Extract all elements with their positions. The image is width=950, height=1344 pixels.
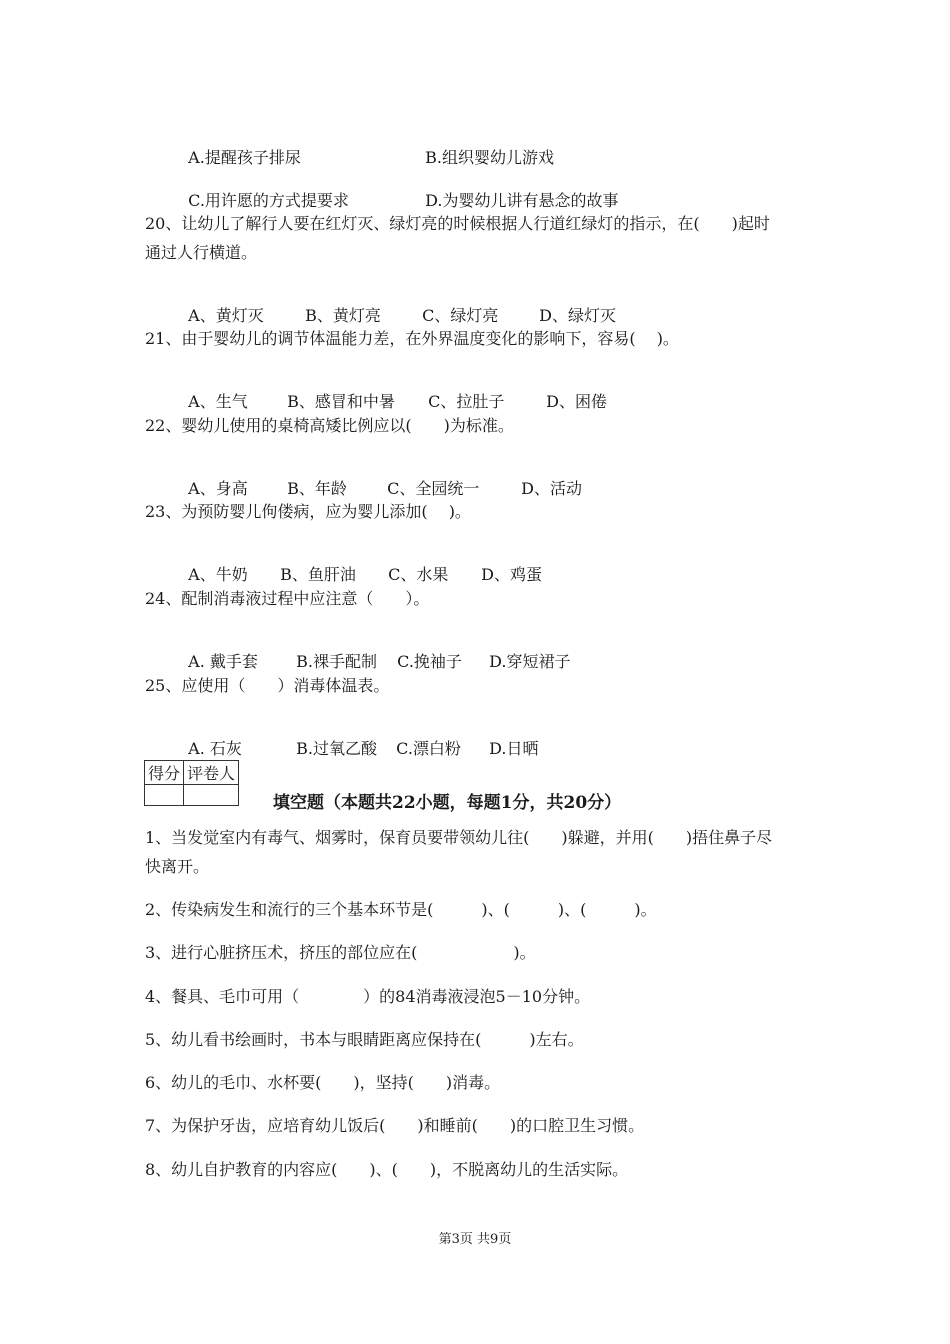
fill-question-6-text: 6、幼儿的毛巾、水杯要( )，坚持( )消毒。 bbox=[145, 1073, 501, 1092]
q25-option-c: C.漂白粉 bbox=[396, 739, 461, 758]
fill-question-2-text: 2、传染病发生和流行的三个基本环节是( )、( )、( )。 bbox=[145, 900, 657, 919]
q24-option-a: A. 戴手套 bbox=[188, 652, 258, 671]
page-footer: 第3页 共9页 bbox=[438, 1232, 512, 1247]
q23-option-d: D、鸡蛋 bbox=[481, 565, 543, 584]
q25-option-a: A. 石灰 bbox=[188, 739, 242, 758]
question-25-text: 25、应使用（ ）消毒体温表。 bbox=[145, 676, 390, 695]
q22-option-c: C、全园统一 bbox=[387, 479, 480, 498]
fill-question-1-text-cont: 快离开。 bbox=[145, 857, 210, 876]
question-25-options bbox=[178, 719, 539, 759]
question-21-options bbox=[178, 372, 607, 412]
q24-option-b: B.裸手配制 bbox=[296, 652, 378, 671]
q24-option-c: C.挽袖子 bbox=[397, 652, 462, 671]
q23-option-b: B、鱼肝油 bbox=[280, 565, 356, 584]
fill-question-1-text: 1、当发觉室内有毒气、烟雾时，保育员要带领幼儿往( )躲避，并用( )捂住鼻子尽 bbox=[145, 828, 773, 847]
q19-option-b: B.组织婴幼儿游戏 bbox=[425, 148, 555, 167]
q24-option-d: D.穿短裙子 bbox=[489, 652, 571, 671]
q23-option-a: A、牛奶 bbox=[188, 565, 248, 584]
question-22-options bbox=[178, 459, 582, 499]
question-24-options bbox=[178, 632, 571, 672]
fill-question-3-text: 3、进行心脏挤压术，挤压的部位应在( )。 bbox=[145, 943, 536, 962]
q19-options-row2 bbox=[178, 171, 619, 211]
q22-option-d: D、活动 bbox=[521, 479, 583, 498]
fill-question-8-text: 8、幼儿自护教育的内容应( )、( )，不脱离幼儿的生活实际。 bbox=[145, 1160, 629, 1179]
q20-option-c: C、绿灯亮 bbox=[422, 306, 499, 325]
question-23-text: 23、为预防婴儿佝偻病，应为婴儿添加( )。 bbox=[145, 502, 471, 521]
grader-cell bbox=[184, 785, 239, 806]
fill-question-7-text: 7、为保护牙齿，应培育幼儿饭后( )和睡前( )的口腔卫生习惯。 bbox=[145, 1116, 645, 1135]
q20-option-b: B、黄灯亮 bbox=[305, 306, 381, 325]
score-box bbox=[144, 760, 239, 806]
question-22-text: 22、婴幼儿使用的桌椅高矮比例应以( )为标准。 bbox=[145, 416, 514, 435]
q21-option-d: D、困倦 bbox=[546, 392, 608, 411]
q23-option-c: C、水果 bbox=[388, 565, 449, 584]
grader-label: 评卷人 bbox=[184, 761, 239, 785]
fill-question-5-text: 5、幼儿看书绘画时，书本与眼睛距离应保持在( )左右。 bbox=[145, 1030, 584, 1049]
q25-option-d: D.日晒 bbox=[489, 739, 539, 758]
question-20-text: 20、让幼儿了解行人要在红灯灭、绿灯亮的时候根据人行道红绿灯的指示，在( )起时 bbox=[145, 214, 770, 233]
fill-question-4-text: 4、餐具、毛巾可用（ ）的84消毒液浸泡5－10分钟。 bbox=[145, 987, 591, 1006]
q22-option-b: B、年龄 bbox=[287, 479, 347, 498]
q21-option-a: A、生气 bbox=[188, 392, 248, 411]
q20-option-a: A、黄灯灭 bbox=[188, 306, 264, 325]
q21-option-b: B、感冒和中暑 bbox=[287, 392, 395, 411]
question-24-text: 24、配制消毒液过程中应注意（ ）。 bbox=[145, 589, 430, 608]
q19-option-a: A.提醒孩子排尿 bbox=[188, 148, 301, 167]
question-21-text: 21、由于婴幼儿的调节体温能力差，在外界温度变化的影响下，容易( )。 bbox=[145, 329, 679, 348]
q19-option-d: D.为婴幼儿讲有悬念的故事 bbox=[425, 191, 619, 210]
question-23-options bbox=[178, 545, 542, 585]
q19-options-row1 bbox=[178, 128, 554, 168]
question-20-options bbox=[178, 286, 616, 326]
question-20-text-cont: 通过人行横道。 bbox=[145, 243, 258, 262]
q25-option-b: B.过氧乙酸 bbox=[296, 739, 378, 758]
q22-option-a: A、身高 bbox=[188, 479, 248, 498]
q20-option-d: D、绿灯灭 bbox=[539, 306, 617, 325]
q21-option-c: C、拉肚子 bbox=[428, 392, 505, 411]
section-title: 填空题（本题共22小题，每题1分，共20分） bbox=[273, 793, 622, 813]
score-label: 得分 bbox=[145, 761, 184, 785]
q19-option-c: C.用许愿的方式提要求 bbox=[188, 191, 349, 210]
score-cell bbox=[145, 785, 184, 806]
